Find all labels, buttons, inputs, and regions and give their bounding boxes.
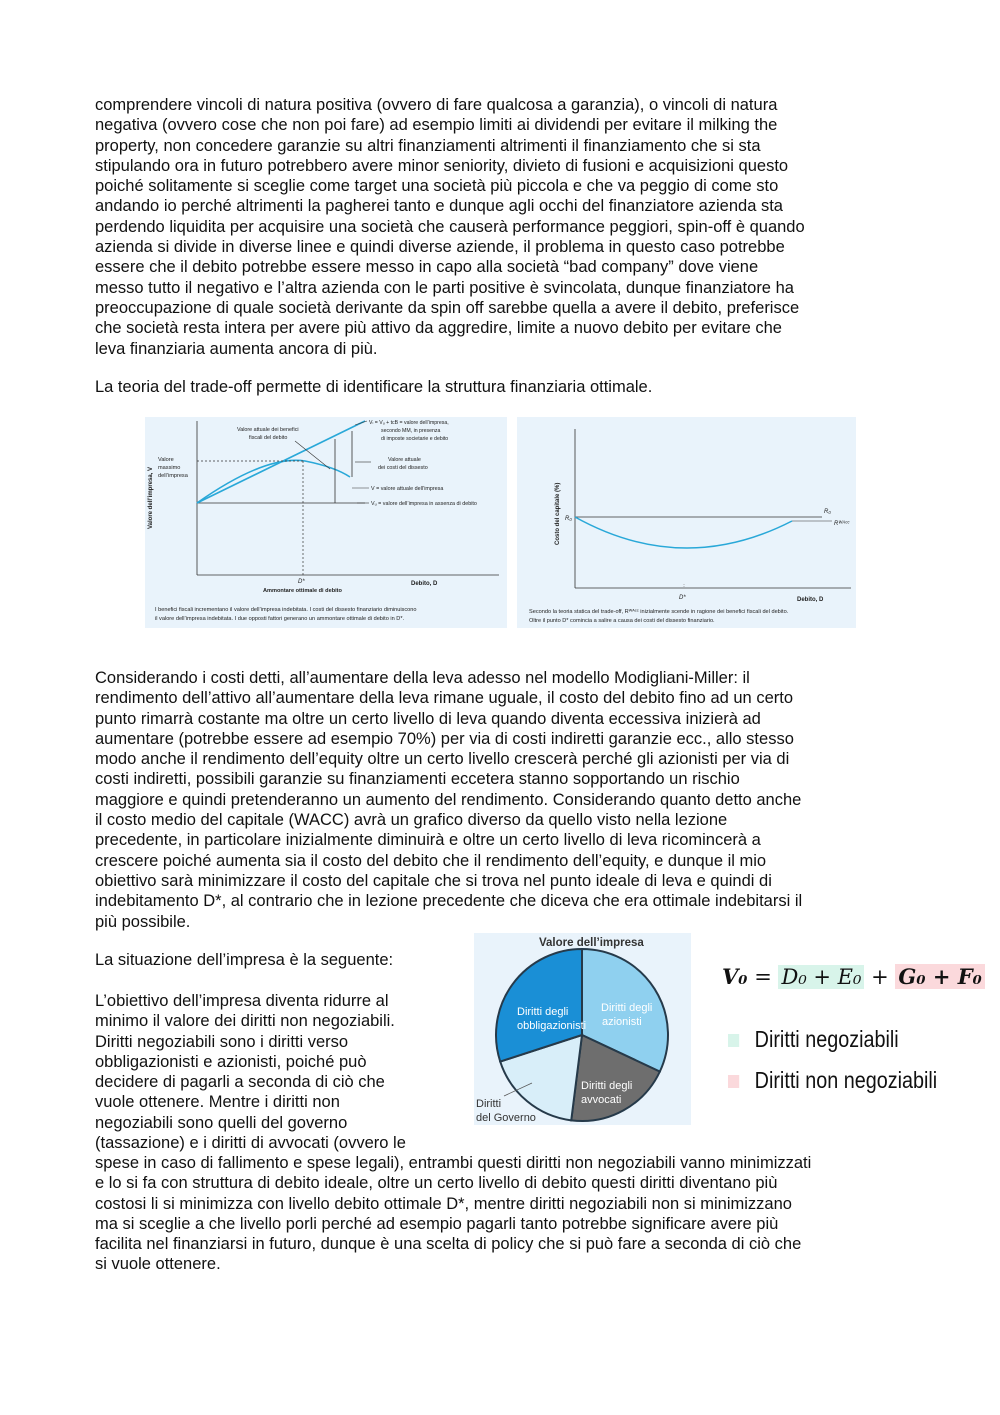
- text-line: negoziabili sono quelli del governo: [95, 1113, 348, 1132]
- r0-right-label: R₀: [824, 509, 831, 515]
- formula-lhs: V₀: [722, 964, 748, 989]
- firm-value-formula: [722, 964, 985, 989]
- paragraph-objective: [95, 991, 465, 1153]
- text-line: poiché solitamente si sceglie come target una società più piccola e che va peggio di come sto: [95, 177, 779, 196]
- formula-negotiable: D₀ + E₀: [778, 965, 864, 989]
- text-line: stipulando ora in futuro potrebbero avere minor seniority, divieto di fusioni e acquisizioni questo: [95, 156, 789, 175]
- text-line: aumentare (potrebbe essere ad esempio 70%) per via di costi indiretti garanzie ecc., allo stesso: [95, 729, 794, 748]
- text-line: precedente, in particolare inizialmente diminuirà e oltre un certo livello di leva ricomincerà a: [95, 831, 761, 850]
- max-value-label: dell’impresa: [158, 473, 188, 479]
- figure-caption: I benefici fiscali incrementano il valore dell’impresa indebitata. I costi del dissesto finanziario diminuiscono: [155, 607, 417, 613]
- text-line: ma si sceglie a che livello porli perché ad esempio pagarli tanto potrebbe significare avere più: [95, 1214, 779, 1233]
- tax-benefit-annotation: fiscali del debito: [249, 435, 288, 441]
- max-value-label: massimo: [158, 465, 181, 471]
- text-line: rendimento dell’attivo all’aumentare della leva rimane uguale, il costo del debito fino ad un certo: [95, 689, 794, 708]
- slice-label-governo: Diritti: [476, 1098, 502, 1110]
- figure-firm-value-chart: [145, 417, 507, 628]
- text-line: messo tutto il negativo e l’altra azienda con le parti positive è svincolata, dunque finanziatore ha: [95, 278, 794, 297]
- tax-benefit-annotation: Valore attuale dei benefici: [237, 427, 299, 433]
- text-line: Considerando i costi detti, all’aumentare della leva adesso nel modello Modigliani-Miller: il: [95, 669, 750, 687]
- formula-equals: =: [754, 965, 772, 989]
- text-line: e lo si fa con struttura di debito ideale, oltre un certo livello di debito questi diritti diventano più: [95, 1174, 778, 1193]
- wacc-curve: [575, 517, 792, 548]
- text-line: spese in caso di fallimento e spese legali), entrambi questi diritti non negoziabili vanno minimizzati: [95, 1154, 812, 1172]
- y-axis-label: Valore dell’impresa, V: [148, 466, 154, 529]
- v-annotation: V = valore attuale dell’impresa: [371, 486, 444, 492]
- slice-label-azionisti: Diritti degli: [601, 1002, 653, 1014]
- distress-annotation: Valore attuale: [388, 457, 421, 463]
- distress-annotation: dei costi del dissesto: [378, 465, 428, 471]
- text-line: negativa (ovvero cose che non poi fare) ad esempio limiti ai dividendi per evitare il milking the: [95, 116, 778, 135]
- rwacc-label: Rᵂᴬᶜᶜ: [834, 521, 850, 527]
- text-line: property, non concedere garanzie su altri finanziamenti altrimenti il finanziamento che si sta: [95, 136, 761, 155]
- text-line: costi indiretti, possibili garanzie su finanziamenti eccetera stanno sopportando un rischio: [95, 770, 740, 789]
- legend-swatch: [728, 1034, 739, 1047]
- text-line: Diritti negoziabili sono i diritti verso: [95, 1032, 349, 1051]
- vl-annotation: di imposte societarie e debito: [381, 436, 449, 442]
- paragraph-covenants: [95, 95, 915, 359]
- text-line: andando io perché altrimenti la pagherei tanto e dunque agli occhi del finanziatore azienda sta: [95, 197, 783, 216]
- r0-left-label: R₀: [565, 516, 572, 522]
- text-line: La situazione dell’impresa è la seguente:: [95, 951, 394, 969]
- text-line: L’obiettivo dell’impresa diventa ridurre al: [95, 992, 389, 1010]
- text-line: più possibile.: [95, 912, 191, 931]
- text-line: azienda si divide in diverse linee e quindi diverse aziende, il problema in questo caso potrebbe: [95, 238, 785, 257]
- text-line: preoccupazione di quale società derivante da spin off sarebbe quella a avere il debito, preferisce: [95, 298, 800, 317]
- vl-annotation: secondo MM, in presenza: [381, 428, 441, 434]
- slice-label-avvocati: Diritti degli: [581, 1080, 633, 1092]
- vl-annotation: Vₗ = Vᵤ + tᴄB = valore dell’impresa,: [369, 420, 449, 426]
- paragraph-wacc: [95, 668, 915, 932]
- text-line: crescere poiché aumenta sia il costo del debito che il rendimento dell’equity, e dunque il mio: [95, 851, 767, 870]
- formula-non-negotiable: G₀ + F₀: [895, 964, 984, 989]
- text-line: obbligazionisti e azionisti, poiché può: [95, 1052, 367, 1071]
- text-line: leva finanziaria aumenta ancora di più.: [95, 339, 378, 358]
- legend-label: Diritti negoziabili: [754, 1026, 899, 1052]
- legend-swatch: [728, 1075, 739, 1088]
- text-line: indebitamento D*, al contrario che in lezione precedente che diceva che era ottimale indebitarsi il: [95, 892, 803, 911]
- slice-label-obbligazionisti: Diritti degli: [517, 1006, 569, 1018]
- text-line: comprendere vincoli di natura positiva (ovvero di fare qualcosa a garanzia), o vincoli di natura: [95, 96, 778, 114]
- text-line: La teoria del trade-off permette di identificare la struttura finanziaria ottimale.: [95, 378, 653, 396]
- slice-label-avvocati: avvocati: [581, 1094, 622, 1106]
- x-axis-label: Debito, D: [411, 581, 438, 587]
- max-value-label: Valore: [158, 457, 174, 463]
- figure-caption: il valore dell’impresa indebitata. I due opposti fattori generano un ammontare ottimale di debito in D*.: [155, 616, 405, 622]
- optimal-debt-label: Ammontare ottimale di debito: [263, 588, 342, 594]
- text-line: modo anche il rendimento dell’equity oltre un certo livello crescerà perché gli azionisti per via di: [95, 750, 790, 769]
- text-line: si vuole ottenere.: [95, 1255, 221, 1274]
- figure-firm-value-pie: [474, 933, 691, 1125]
- text-line: costosi li si minimizza con livello debito ottimale D*, mentre diritti negoziabili non si minimizzano: [95, 1194, 792, 1213]
- dstar-label: D*: [679, 595, 686, 601]
- text-line: punto rimarrà costante ma oltre un certo livello di leva quando diventa eccessiva inizierà ad: [95, 709, 761, 728]
- dstar-label: D*: [298, 579, 305, 585]
- slice-label-governo: del Governo: [476, 1112, 536, 1124]
- text-line: il costo medio del capitale (WACC) avrà un grafico diverso da quello visto nella lezione: [95, 811, 728, 830]
- vu-annotation: Vᵤ = valore dell’impresa in assenza di debito: [371, 501, 477, 507]
- legend-non-negotiable: [728, 1067, 937, 1094]
- figure-caption: Oltre il punto D* comincia a salire a causa dei costi del dissesto finanziario.: [529, 618, 715, 624]
- paragraph-situation: [95, 950, 465, 970]
- figure-wacc-chart: [517, 417, 856, 628]
- legend-label: Diritti non negoziabili: [754, 1067, 938, 1093]
- paragraph-non-negotiable: [95, 1153, 915, 1275]
- text-line: decidere di pagarli a seconda di ciò che: [95, 1073, 385, 1092]
- legend-negotiable: [728, 1026, 899, 1053]
- text-line: (tassazione) e i diritti di avvocati (ovvero le: [95, 1134, 406, 1153]
- formula-plus: +: [871, 965, 889, 989]
- text-line: maggiore e quindi pretenderanno un aumento del rendimento. Considerando quanto detto anche: [95, 790, 802, 809]
- y-axis-label: Costo del capitale (%): [555, 482, 561, 545]
- x-axis-label: Debito, D: [797, 597, 824, 603]
- slice-label-obbligazionisti: obbligazionisti: [517, 1020, 587, 1032]
- paragraph-trade-off: [95, 377, 915, 397]
- figure-caption: Secondo la teoria statica del trade-off, Rᵂᴬᶜᶜ inizialmente scende in ragione dei benefici fiscali del debito.: [529, 609, 789, 615]
- text-line: che società resta intera per avere più attivo da aggredire, limite a nuovo debito per evitare che: [95, 319, 782, 338]
- pie-title: Valore dell’impresa: [539, 937, 644, 949]
- slice-label-azionisti: azionisti: [602, 1016, 642, 1028]
- text-line: perdendo liquidita per acquisire una società che causerà performance peggiori, spin-off è quando: [95, 217, 805, 236]
- text-line: vuole ottenere. Mentre i diritti non: [95, 1093, 340, 1112]
- text-line: obiettivo sarà minimizzare il costo del capitale che si trova nel punto ideale di leva e quindi di: [95, 871, 772, 890]
- text-line: facilita nel finanziarsi in futuro, dunque è una scelta di policy che si può fare a seconda di ciò che: [95, 1235, 802, 1254]
- text-line: minimo il valore dei diritti non negoziabili.: [95, 1012, 395, 1031]
- text-line: essere che il debito potrebbe essere messo in capo alla società “bad company” dove viene: [95, 258, 759, 277]
